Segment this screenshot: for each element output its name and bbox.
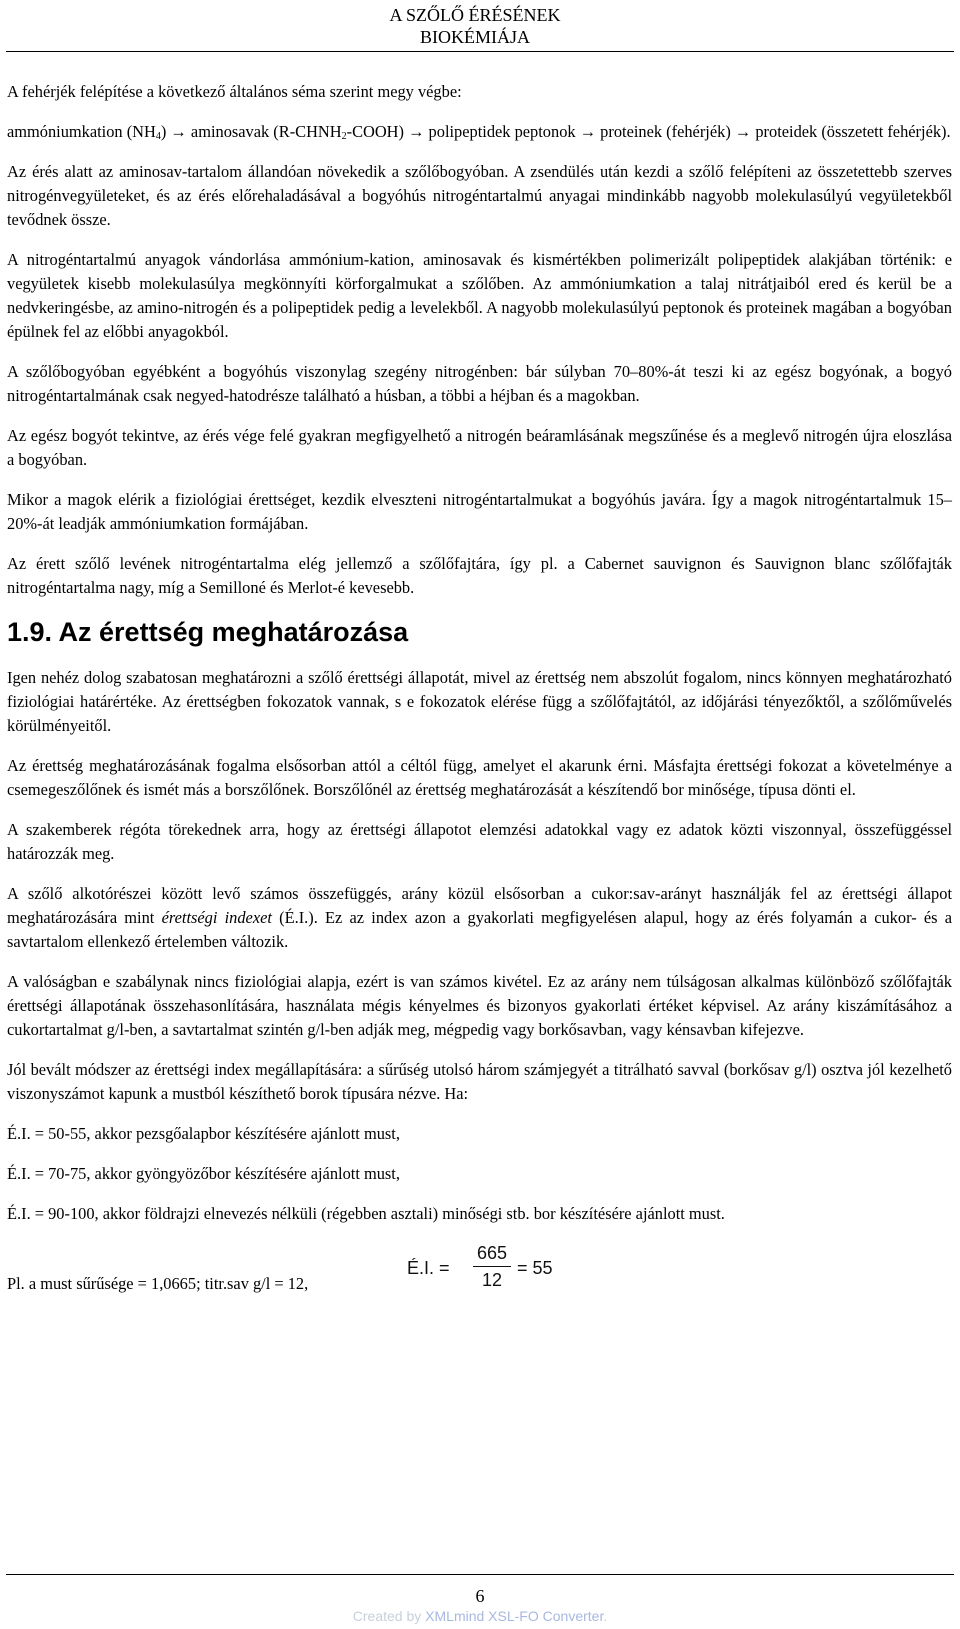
converter-credit xyxy=(0,1607,960,1625)
subscript-2: 2 xyxy=(341,131,347,142)
credit-brand: XMLmind XSL-FO Converter xyxy=(425,1608,604,1624)
example-text: Pl. a must sűrűsége = 1,0665; titr.sav g/l = 12, xyxy=(7,1274,309,1293)
paragraph-berry-nitrogen: A szőlőbogyóban egyébként a bogyóhús viszonylag szegény nitrogénben: bár súlyban 70–80%-át teszi ki az egész bogyónak, a bogyó nitrogéntartalmának csak negyed-hatodrésze található a húsban, a többi a héjban és a magokban. xyxy=(7,362,952,405)
paragraph-maturity-index xyxy=(7,882,952,954)
paragraph-scheme xyxy=(7,120,952,144)
index-text-2: (É.I.). Ez az index azon a gyakorlati megfigyelésen alapul, hogy az érés folyamán a cukor- és a savtartalom ellenkező értelemben változik. xyxy=(7,908,952,951)
formula-rhs: = 55 xyxy=(517,1258,553,1278)
index-term: érettségi indexet xyxy=(161,908,272,927)
scheme-part-2: ) → aminosavak (R-CHNH xyxy=(160,122,342,141)
footer-rule xyxy=(6,1574,954,1575)
body-content xyxy=(7,80,952,1302)
example-row xyxy=(7,1242,952,1302)
header-rule xyxy=(6,51,954,52)
paragraph-experts: A szakemberek régóta törekednek arra, hogy az érettségi állapotot elemzési adatokkal vagy ez adatok közti viszonnyal, összefüggéssel határozzák meg. xyxy=(7,820,952,863)
running-header-line2: BIOKÉMIÁJA xyxy=(420,27,530,47)
paragraph-varieties: Az érett szőlő levének nitrogéntartalma elég jellemző a szőlőfajtára, így pl. a Cabernet sauvignon és Sauvignon blanc szőlőfajták nitrogéntartalma nagy, míg a Semilloné és Merlot-é kevesebb. xyxy=(7,554,952,597)
index-text-1: A szőlő alkotórészei között levő számos összefüggés, arány közül elsősorban a cukor:sav-arányt használják fel az érettségi állapot meghatározására mint xyxy=(7,884,952,927)
paragraph-maturity-goal: Az érettség meghatározásának fogalma elsősorban attól a céltól függ, amelyet el akarunk érni. Másfajta érettségi fokozat a követelménye a csemegeszőlőnek és ismét más a borszőlőnek. Borszőlőnél az érettség meghatározását a készítendő bor minősége, típusa dönti el. xyxy=(7,756,952,799)
fraction-bar xyxy=(473,1266,511,1267)
paragraph-method: Jól bevált módszer az érettségi index megállapítására: a sűrűség utolsó három számjegyét a titrálható savval (borkősav g/l) osztva jól kezelhető viszonyszámot kapunk a mustból készíthető borok típusára nézve. Ha: xyxy=(7,1060,952,1103)
paragraph-whole-berry: Az egész bogyót tekintve, az érés vége felé gyakran megfigyelhető a nitrogén beáramlásának megszűnése és a meglevő nitrogén újra eloszlása a bogyóban. xyxy=(7,426,952,469)
credit-prefix: Created by xyxy=(352,1608,426,1624)
index-rule-table: É.I. = 90-100, akkor földrajzi elnevezés nélküli (régebben asztali) minőségi stb. bor készítésére ajánlott must. xyxy=(7,1204,725,1223)
paragraph-intro: A fehérjék felépítése a következő általános séma szerint megy végbe: xyxy=(7,82,462,101)
scheme-part-1: ammóniumkation (NH xyxy=(7,122,156,141)
credit-suffix: . xyxy=(603,1608,608,1624)
running-header-line1: A SZŐLŐ ÉRÉSÉNEK xyxy=(389,5,561,25)
section-heading: 1.9. Az érettség meghatározása xyxy=(7,617,409,647)
subscript-4: 4 xyxy=(155,131,161,142)
index-rule-sparkling: É.I. = 50-55, akkor pezsgőalapbor készítésére ajánlott must, xyxy=(7,1124,400,1143)
scheme-part-3: -COOH) → polipeptidek peptonok → proteinek (fehérjék) → proteidek (összetett fehérjék). xyxy=(346,122,951,141)
formula-numerator: 665 xyxy=(476,1243,508,1263)
page-number: 6 xyxy=(475,1586,485,1606)
paragraph-maturity-definition: Igen nehéz dolog szabatosan meghatározni a szőlő érettségi állapotát, mivel az érettség nem abszolút fogalom, nincs könnyen meghatározható fiziológiai határértéke. Az érettségben fokozatok vannak, s e fokozatok elérése függ a szőlőfajtától, az időjárási tényezőktől, a szőlőművelés körülményeitől. xyxy=(7,668,952,735)
formula-fraction xyxy=(473,1242,511,1291)
index-rule-pearl: É.I. = 70-75, akkor gyöngyözőbor készítésére ajánlott must, xyxy=(7,1164,400,1183)
formula-denominator: 12 xyxy=(481,1270,503,1290)
paragraph-seeds: Mikor a magok elérik a fiziológiai érettséget, kezdik elveszteni nitrogéntartalmukat a bogyóhús javára. Így a magok nitrogéntartalmuk 15–20%-át leadják ammóniumkation formájában. xyxy=(7,490,952,533)
running-header xyxy=(360,4,590,48)
formula-lhs: É.I. = xyxy=(407,1258,450,1278)
paragraph-exceptions: A valóságban e szabálynak nincs fiziológiai alapja, ezért is van számos kivétel. Ez az arány nem túlságosan alkalmas különböző szőlőfajták érettségi állapotának összehasonlítására, használata mégis kényelmes és bizonyos gyakorlati értéket képvisel. Az arány kiszámításához a cukortartalmat g/l-ben, a savtartalmat szintén g/l-ben adják meg, mégpedig vagy borkősavban, vagy kénsavban kifejezve. xyxy=(7,972,952,1039)
paragraph-nitrogen-migration: A nitrogéntartalmú anyagok vándorlása ammónium-kation, aminosavak és kismértékben polimerizált polipeptidek alakjában történik: e vegyületek kisebb molekulasúlya megkönnyíti körforgalmukat a szőlőben. Az ammóniumkation a talaj nitrátjaiból ered és kerül be a nedvkeringésbe, az amino-nitrogén és a polipeptidek pedig a levelekből. A nagyobb molekulasúlyú peptonok és proteinek magában a bogyóban épülnek fel az előbbi anyagokból. xyxy=(7,250,952,341)
paragraph-aminoacid: Az érés alatt az aminosav-tartalom állandóan növekedik a szőlőbogyóban. A zsendülés után kezdi a szőlő felépíteni az összetettebb szerves nitrogénvegyületeket, és az érés előrehaladásával a bogyóhús nitrogéntartalmú anyagai mindinkább nagyobb molekulasúlyú vegyületekből tevődnek össze. xyxy=(7,162,952,229)
